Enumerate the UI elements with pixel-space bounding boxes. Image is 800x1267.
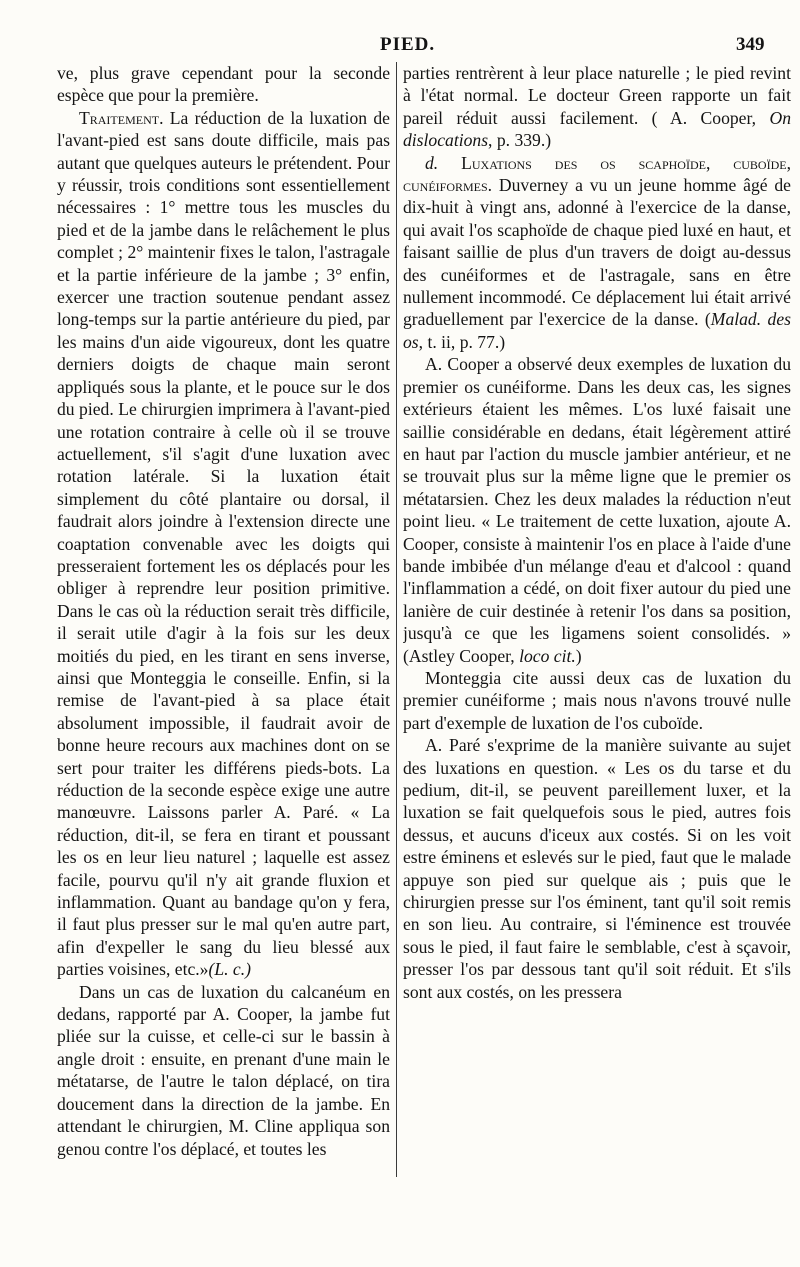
section-heading-luxations: Luxations des os scaphoïde, cuboïde, cunéiformes. (403, 152, 791, 196)
left-column (57, 62, 390, 1262)
left-paragraph-1: ve, plus grave cependant pour la seconde espèce que pour la première. (57, 63, 390, 106)
page-number: 349 (736, 34, 765, 55)
right-column (403, 62, 791, 1262)
right-paragraph-1: parties rentrèrent à leur place naturelle ; le pied revint à l'état normal. Le docteur Green rapporte un fait pareil réduit aussi facilement. ( A. Cooper, On dislocations, p. 339.) (403, 63, 791, 151)
running-title: PIED. (380, 34, 436, 55)
section-heading-traitement: Traitement. (79, 107, 164, 128)
right-paragraph-2: d. Luxations des os scaphoïde, cuboïde, cunéiformes. Duverney a vu un jeune homme âgé de dix-huit à vingt ans, adonné à l'exercice de la danse, qui avait l'os scaphoïde de chaque pied luxé en haut, et faisant saillie de plus d'un travers de doigt au-dessus des cunéiformes et de l'astragale, sans en être nullement incommodé. Ce déplacement lui était arrivé graduellement par l'exercice de la danse. (Malad. des os, t. ii, p. 77.) (403, 152, 791, 352)
left-paragraph-3: Dans un cas de luxation du calcanéum en dedans, rapporté par A. Cooper, la jambe fut pliée sur la cuisse, et celle-ci sur le bassin à angle droit : ensuite, en prenant d'une main le métatarse, de l'autre le talon déplacé, on tira doucement dans la direction de la jambe. En attendant le chirurgien, M. Cline appliqua son genou contre l'os déplacé, et toutes les (57, 981, 390, 1159)
citation: (L. c.) (208, 959, 251, 980)
page-header (0, 34, 800, 58)
left-paragraph-2: Traitement. La réduction de la luxation de l'avant-pied est sans doute difficile, mais pas autant que quelques auteurs le prétendent. Pour y réussir, trois conditions sont essentiellement nécessaires : 1° mettre tous les muscles du pied et de la jambe dans le relâchement le plus complet ; 2° maintenir fixes le talon, l'astragale et la partie inférieure de la jambe ; 3° enfin, exercer une traction soutenue pendant assez long-temps sur la partie antérieure du pied, par les mains d'un aide vigoureux, dont les quatre derniers doigts de chaque main seront appliqués sous la plante, et le pouce sur le dos du pied. Le chirurgien imprimera à l'avant-pied une rotation contraire à celle où il se trouve actuellement, s'il s'agit d'une luxation avec rotation latérale. Si la luxation était simplement du côté plantaire ou dorsal, il faudrait alors joindre à l'extension directe une coaptation convenable avec les doigts qui presseraient fortement les os déplacés pour les obliger à reprendre leur position primitive. Dans le cas où la réduction serait très difficile, il serait utile d'agir à la fois sur les deux moitiés du pied, en les tirant en sens inverse, ainsi que Monteggia le conseille. Enfin, si la remise de l'avant-pied à sa place était absolument impossible, il faudrait avoir de bonne heure recours aux machines dont on se sert pour traiter les différens pieds-bots. La réduction de la seconde espèce exige une autre manœuvre. Laissons parler A. Paré. « La réduction, dit-il, se fera en tirant et poussant les os en leur lieu naturel ; laquelle est assez facile, pourvu qu'il n'y ait grande fluxion et inflammation. Quant au bandage qu'on y fera, il faut plus presser sur le mal qu'en autre part, afin d'expeller le sang du lieu blessé aux parties voisines, etc.»(L. c.) (57, 107, 390, 980)
right-paragraph-3: A. Cooper a observé deux exemples de luxation du premier os cunéiforme. Dans les deux cas, les signes extérieurs étaient les mêmes. L'os luxé faisait une saillie considérable en dedans, était légèrement attiré en haut par l'action du muscle jambier antérieur, et ne se trouvait plus sur la même ligne que le premier os métatarsien. Chez les deux malades la réduction n'eut point lieu. « Le traitement de cette luxation, ajoute A. Cooper, consiste à maintenir l'os en place à l'aide d'une bande imbibée d'un mélange d'eau et d'alcool : quand l'inflammation a cédé, on doit fixer autour du pied une lanière de cuir destinée à retenir l'os dans sa position, jusqu'à ce que les ligamens soient consolidés. » (Astley Cooper, loco cit.) (403, 354, 791, 666)
citation: On dislocations (403, 107, 791, 151)
right-paragraph-5: A. Paré s'exprime de la manière suivante au sujet des luxations en question. « Les os du tarse et du pedium, dit-il, se peuvent pareillement luxer, et la luxation se fait quelquefois sous le pied, autres fois dessus, et aucuns d'iceux aux costés. Si on les voit estre éminens et eslevés sur le pied, faut que le malade appuye son pied sur quelque ais ; puis que le chirurgien presse sur l'os éminent, tant qu'il soit remis en son lieu. Au contraire, si l'éminence est trouvée sous le pied, il faut faire le semblable, c'est à sçavoir, presser l'os par dessous tant qu'il soit réduit. Et s'ils sont aux costés, on les pressera (403, 735, 791, 1002)
column-divider (396, 62, 397, 1177)
right-paragraph-4: Monteggia cite aussi deux cas de luxation du premier cunéiforme ; mais nous n'avons trouvé nulle part d'exemple de luxation de l'os cuboïde. (403, 667, 791, 733)
section-letter: d. (425, 152, 439, 173)
citation: Malad. des os (403, 309, 791, 352)
citation: loco cit. (519, 645, 576, 666)
